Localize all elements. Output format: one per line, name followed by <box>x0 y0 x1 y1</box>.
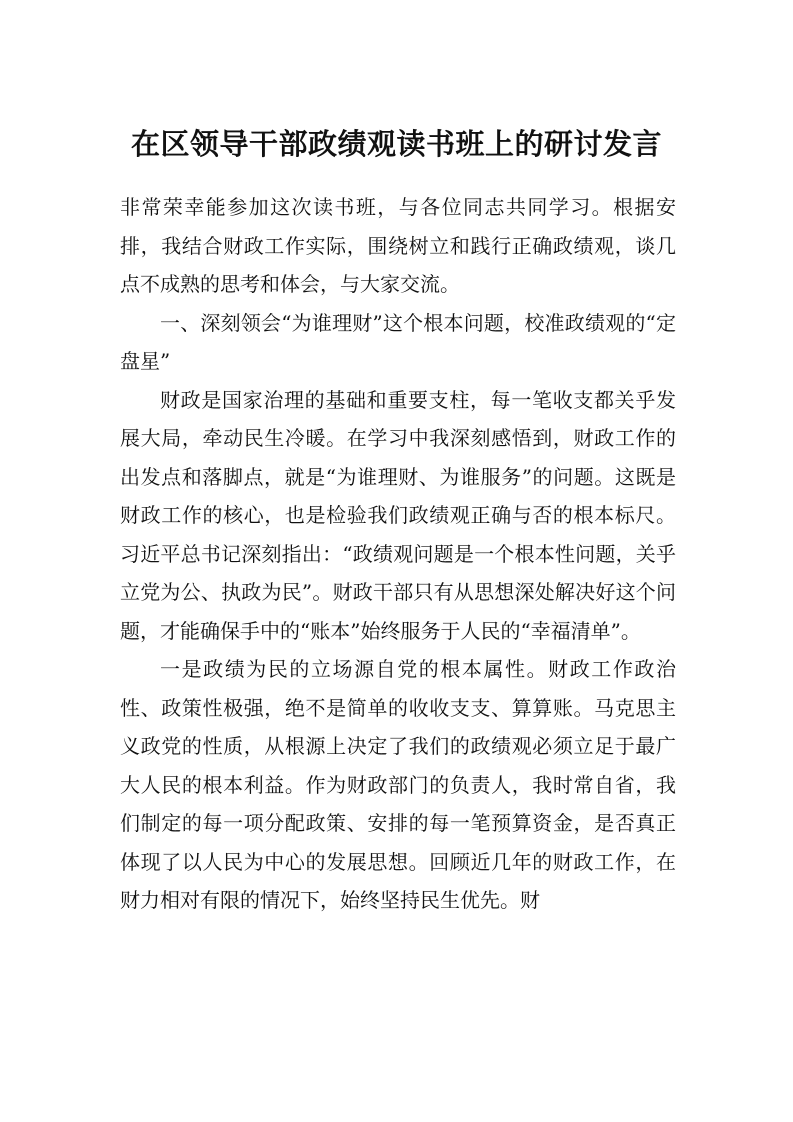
document-title: 在区领导干部政绩观读书班上的研讨发言 <box>130 127 662 161</box>
body-paragraph: 财政是国家治理的基础和重要支柱，每一笔收支都关乎发展大局，牵动民生冷暖。在学习中我深刻感悟到，财政工作的出发点和落脚点，就是“为谁理财、为谁服务”的问题。这既是财政工作的核心，也是检验我们政绩观正确与否的根本标尺。习近平总书记深刻指出：“政绩观问题是一个根本性问题，关乎立党为公、执政为民”。财政干部只有从思想深处解决好这个问题，才能确保手中的“账本”始终服务于人民的“幸福清单”。 <box>120 387 676 643</box>
body-paragraph: 一是政绩为民的立场源自党的根本属性。财政工作政治性、政策性极强，绝不是简单的收收支支、算算账。马克思主义政党的性质，从根源上决定了我们的政绩观必须立足于最广大人民的根本利益。作为财政部门的负责人，我时常自省，我们制定的每一项分配政策、安排的每一笔预算资金，是否真正体现了以人民为中心的发展思想。回顾近几年的财政工作，在财力相对有限的情况下，始终坚持民生优先。财 <box>120 657 676 912</box>
section-heading-1: 一、深刻领会“为谁理财”这个根本问题，校准政绩观的“定盘星” <box>120 310 676 373</box>
intro-paragraph: 非常荣幸能参加这次读书班，与各位同志共同学习。根据安排，我结合财政工作实际，围绕树立和践行正确政绩观，谈几点不成熟的思考和体会，与大家交流。 <box>120 195 676 296</box>
document-body <box>120 188 676 920</box>
